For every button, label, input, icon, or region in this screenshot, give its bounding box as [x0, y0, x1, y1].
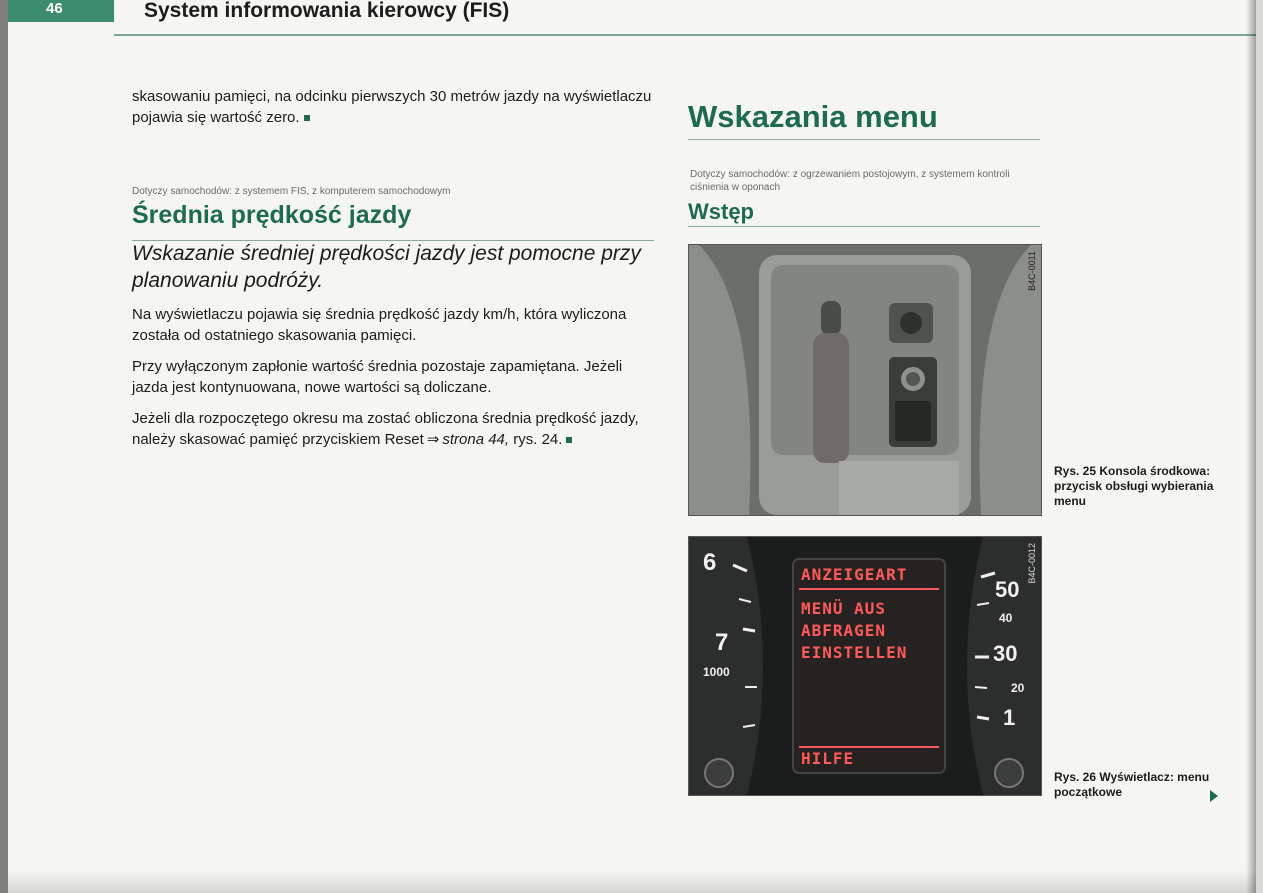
applies-to-note: Dotyczy samochodów: z systemem FIS, z komputerem samochodowym: [132, 186, 451, 197]
figure-code: B4C-0012: [1027, 543, 1037, 584]
section-title-average-speed: Średnia prędkość jazdy: [132, 201, 412, 229]
figure-2-label: Rys. 26: [1054, 770, 1097, 784]
end-of-section-mark: [304, 115, 310, 121]
lcd-menu-item: MENÜ AUS: [801, 599, 887, 618]
cross-reference-arrow: ⇒: [426, 431, 440, 448]
paragraph-3-text: Jeżeli dla rozpoczętego okresu ma zostać obliczona średnia prędkość jazdy, należy skasować pamięć przyciskiem Reset: [132, 410, 639, 448]
applies-to-note: Dotyczy samochodów: z ogrzewaniem postojowym, z systemem kontroli ciśnienia w oponach: [690, 169, 1010, 193]
paragraph-2: Przy wyłączonym zapłonie wartość średnia pozostaje zapamiętana. Jeżeli jazda jest kontynuowana, nowe wartości są doliczane.: [132, 358, 623, 396]
book-spine: [0, 0, 8, 893]
page-number: 46: [46, 0, 63, 17]
section-divider: [688, 139, 1040, 140]
paragraph-1: Na wyświetlaczu pojawia się średnia prędkość jazdy km/h, która wyliczona została od ostatniego skasowania pamięci.: [132, 306, 627, 344]
fis-lcd-screen: [793, 559, 945, 773]
continued-text: skasowaniu pamięci, na odcinku pierwszych 30 metrów jazdy na wyświetlaczu pojawia się wartość zero.: [132, 88, 652, 126]
lcd-menu-title: ANZEIGEART: [801, 565, 908, 584]
section-heading-block: [132, 200, 654, 230]
page-bottom-shadow: [8, 870, 1256, 893]
figure-display: [688, 536, 1042, 796]
figure-1-caption: [1054, 464, 1214, 509]
section-intro: Wskazanie średniej prędkości jazdy jest pomocne przy planowaniu podróży.: [132, 242, 641, 292]
figure-2-caption: [1054, 770, 1214, 800]
subsection-heading-block: [688, 199, 1038, 225]
figure-reference: rys. 24.: [513, 431, 563, 448]
manual-page: [8, 0, 1256, 893]
figure-code: B4C-0011: [1027, 251, 1037, 291]
lcd-menu-item: ABFRAGEN: [801, 621, 887, 640]
subsection-title-intro: Wstęp: [688, 199, 754, 224]
paragraph-3: [132, 408, 654, 450]
speedometer-label: 30: [993, 641, 1018, 666]
tachometer-scale-label: 1000: [703, 665, 730, 679]
figure-1-label: Rys. 25: [1054, 464, 1097, 478]
lcd-menu-item: EINSTELLEN: [801, 643, 908, 662]
header-divider: [114, 34, 1256, 36]
speedometer-label: 40: [999, 611, 1013, 625]
continued-paragraph: [132, 86, 654, 128]
center-console-illustration: [689, 245, 1041, 515]
cross-reference-link[interactable]: strona 44,: [442, 431, 510, 448]
section-divider: [688, 226, 1040, 227]
tachometer-label: 7: [715, 629, 729, 656]
speedometer-label: 1: [1003, 705, 1016, 730]
menu-heading-block: [688, 100, 1048, 134]
end-of-section-mark: [566, 437, 572, 443]
speedometer-label: 50: [995, 577, 1020, 602]
lcd-help-item: HILFE: [801, 749, 855, 768]
speedometer-label: 20: [1011, 681, 1025, 695]
figure-1-caption-text: Konsola środkowa: przycisk obsługi wybierania menu: [1054, 464, 1214, 508]
figure-center-console: [688, 244, 1042, 516]
continue-arrow-icon: [1210, 790, 1218, 802]
chapter-title: System informowania kierowcy (FIS): [144, 0, 510, 22]
section-title-menu: Wskazania menu: [688, 99, 938, 134]
tachometer-label: 6: [703, 549, 717, 576]
figure-2-caption-text: Wyświetlacz: menu początkowe: [1054, 770, 1210, 799]
